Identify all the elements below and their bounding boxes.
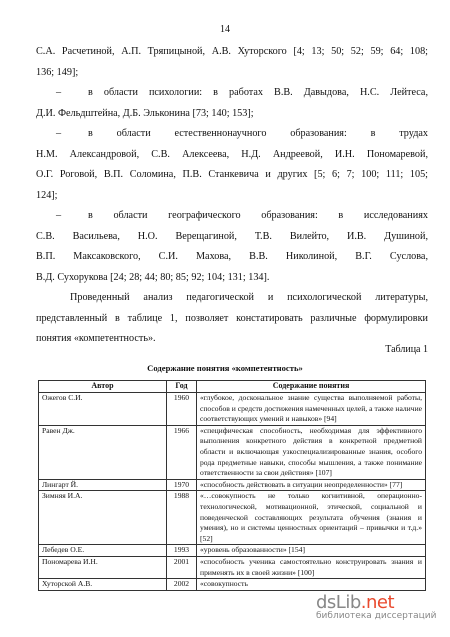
cell-content: «совокупность xyxy=(197,579,426,591)
dslib-logo xyxy=(316,592,446,613)
list-dash: – xyxy=(56,128,62,139)
table-row xyxy=(39,425,426,479)
text-line: в области географического образования: в исследованиях xyxy=(88,210,428,221)
table-label: Таблица 1 xyxy=(385,344,428,355)
table-row xyxy=(39,579,426,591)
table-row xyxy=(39,479,426,491)
logo-accent-text: .net xyxy=(360,592,395,613)
table-row xyxy=(39,491,426,545)
list-item-psychology xyxy=(36,83,428,104)
cell-author: Ожегов С.И. xyxy=(39,393,167,426)
text-line: понятия «компетентность». xyxy=(36,333,156,344)
text-line: представленный в таблице 1, позволяет констатировать различные формулировки xyxy=(36,312,428,324)
cell-content: «глубокое, доскональное знание существа выполняемой работы, способов и средств достижения намеченных целей, а также наличие соответствующих умений и навыков» [94] xyxy=(197,393,426,426)
cell-year: 1988 xyxy=(167,491,197,545)
cell-year: 2001 xyxy=(167,556,197,578)
cell-content: «уровень образованности» [154] xyxy=(197,545,426,557)
cell-author: Хуторской А.В. xyxy=(39,579,167,591)
table-header-row xyxy=(39,381,426,393)
cell-content: «способность ученика самостоятельно конструировать знания и применять их в своей жизни» [100] xyxy=(197,556,426,578)
text-line: 136; 149]; xyxy=(36,66,79,78)
cell-author: Пономарева И.Н. xyxy=(39,556,167,578)
text-line: в области естественнонаучного образования: в трудах xyxy=(88,128,428,139)
watermark-subtitle: библиотека диссертаций xyxy=(316,611,437,621)
text-line: С.А. Расчетиной, А.П. Тряпицыной, А.В. Хуторского [4; 13; 50; 52; 59; 64; 108; xyxy=(36,46,428,57)
page-number: 14 xyxy=(220,24,230,35)
cell-year: 1960 xyxy=(167,393,197,426)
body-text xyxy=(36,42,428,350)
dslib-watermark[interactable] xyxy=(316,592,446,621)
cell-content: «специфическая способность, необходимая для эффективного выполнения конкретного действия в конкретной предметной области и включающая узкоспециализированные знания, особого рода предметные навыки, способы мышления, а также понимание ответственности за свои действия» [107] xyxy=(197,425,426,479)
text-line: 124]; xyxy=(36,189,58,201)
list-dash: – xyxy=(56,87,62,98)
cell-year: 2002 xyxy=(167,579,197,591)
cell-year: 1966 xyxy=(167,425,197,479)
list-dash: – xyxy=(56,210,62,221)
text-line: Проведенный анализ педагогической и психологической литературы, xyxy=(70,292,428,303)
header-content: Содержание понятия xyxy=(197,381,426,393)
text-line: В.Д. Сухорукова [24; 28; 44; 80; 85; 92; 104; 131; 134]. xyxy=(36,271,270,283)
competence-table xyxy=(38,380,426,591)
list-item-geography xyxy=(36,206,428,227)
text-line: О.Г. Роговой, В.П. Соломина, П.В. Станкевича и других [5; 6; 7; 100; 111; 105; xyxy=(36,169,428,180)
cell-author: Лингарт Й. xyxy=(39,479,167,491)
text-line: Н.М. Александровой, С.В. Алексеева, Н.Д. Андреевой, И.Н. Пономаревой, xyxy=(36,148,428,160)
header-author: Автор xyxy=(39,381,167,393)
table-row xyxy=(39,393,426,426)
cell-author: Равен Дж. xyxy=(39,425,167,479)
text-line: в области психологии: в работах В.В. Давыдова, Н.С. Лейтеса, xyxy=(88,87,428,98)
text-line: Д.И. Фельдштейна, Д.Б. Эльконина [73; 140; 153]; xyxy=(36,107,254,119)
header-year: Год xyxy=(167,381,197,393)
text-line: В.П. Максаковского, С.И. Махова, В.В. Николиной, В.Г. Суслова, xyxy=(36,251,428,262)
cell-content: «…совокупность не только когнитивной, операционно-технологической, мотивационной, этической, социальной и поведенческой составляющих результата обучения (знания и умения), но и системы ценностных ориентаций – привычки и т.д.» [52] xyxy=(197,491,426,545)
logo-main-text: dsLib xyxy=(316,592,361,613)
table-row xyxy=(39,556,426,578)
cell-author: Зимняя И.А. xyxy=(39,491,167,545)
cell-year: 1970 xyxy=(167,479,197,491)
cell-year: 1993 xyxy=(167,545,197,557)
table-row xyxy=(39,545,426,557)
cell-author: Лебедев О.Е. xyxy=(39,545,167,557)
cell-content: «способность действовать в ситуации неопределенности» [77] xyxy=(197,479,426,491)
table-title: Содержание понятия «компетентность» xyxy=(147,363,303,373)
text-line: С.В. Васильева, Н.О. Верещагиной, Т.В. Вилейто, И.В. Душиной, xyxy=(36,230,428,242)
list-item-science xyxy=(36,124,428,145)
